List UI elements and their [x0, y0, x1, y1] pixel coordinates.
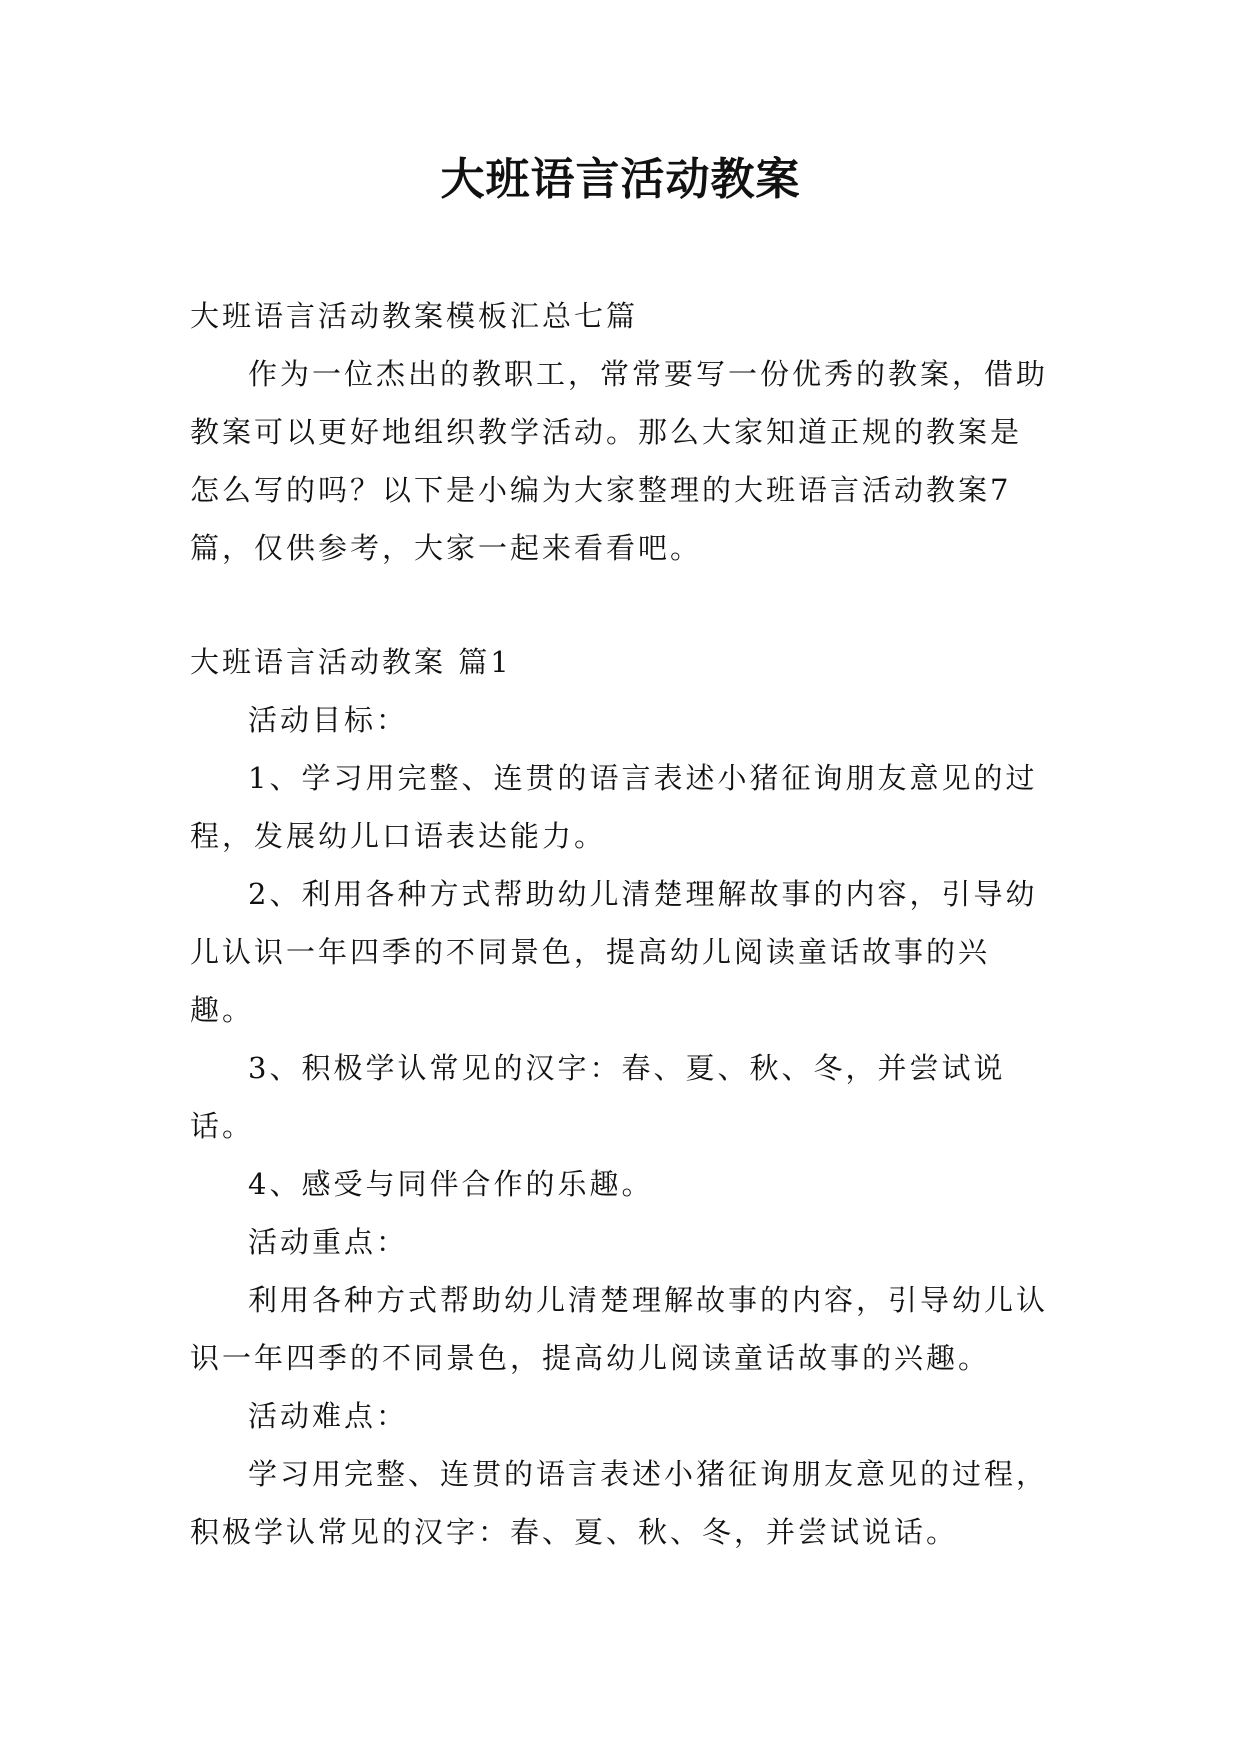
- document-body: [190, 287, 1050, 1561]
- key-point-text: 利用各种方式帮助幼儿清楚理解故事的内容，引导幼儿认识一年四季的不同景色，提高幼儿阅读童话故事的兴趣。: [190, 1283, 1049, 1375]
- difficulty-label: 活动难点：: [248, 1399, 409, 1433]
- document-title: 大班语言活动教案: [440, 154, 801, 205]
- section-spacer: [190, 577, 1050, 633]
- goal-item-4: 4、感受与同伴合作的乐趣。: [248, 1167, 654, 1201]
- difficulty-text: 学习用完整、连贯的语言表述小猪征询朋友意见的过程，积极学认常见的汉字：春、夏、秋、冬，并尝试说话。: [190, 1457, 1049, 1549]
- document-subtitle: 大班语言活动教案模板汇总七篇: [190, 299, 639, 333]
- section-heading: 大班语言活动教案 篇1: [190, 645, 512, 679]
- goal-item-3: 3、积极学认常见的汉字：春、夏、秋、冬，并尝试说话。: [190, 1051, 1006, 1143]
- key-point-label: 活动重点：: [248, 1225, 409, 1259]
- goal-item-2: 2、利用各种方式帮助幼儿清楚理解故事的内容，引导幼儿认识一年四季的不同景色，提高幼儿阅读童话故事的兴趣。: [190, 877, 1038, 1027]
- intro-paragraph: 作为一位杰出的教职工，常常要写一份优秀的教案，借助教案可以更好地组织教学活动。那么大家知道正规的教案是怎么写的吗？以下是小编为大家整理的大班语言活动教案7篇，仅供参考，大家一起来看看吧。: [190, 357, 1049, 565]
- goal-item-1: 1、学习用完整、连贯的语言表述小猪征询朋友意见的过程，发展幼儿口语表达能力。: [190, 761, 1038, 853]
- goals-label: 活动目标：: [248, 703, 409, 737]
